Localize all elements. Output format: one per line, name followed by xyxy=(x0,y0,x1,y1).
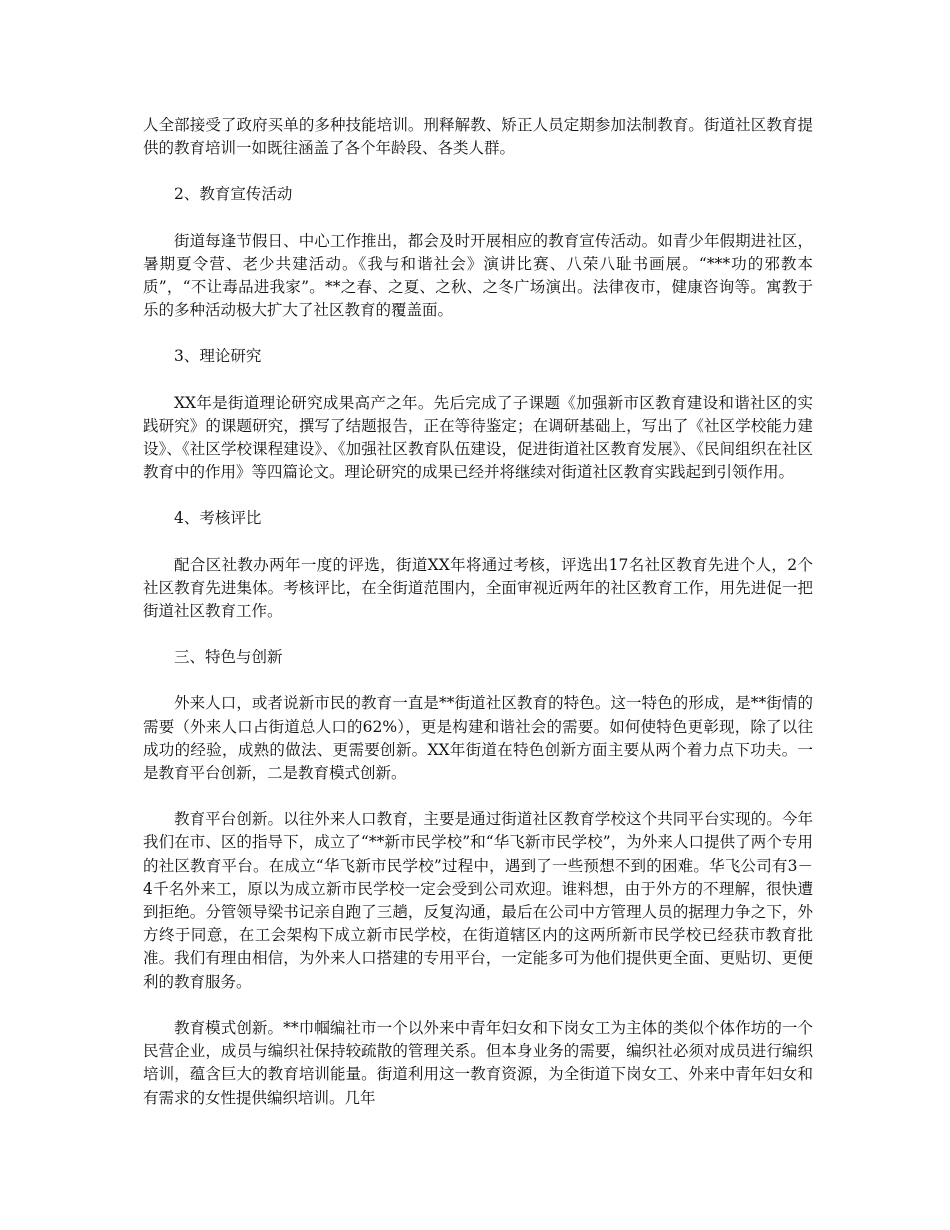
paragraph-intro-continued: 人全部接受了政府买单的多种技能培训。刑释解教、矫正人员定期参加法制教育。街道社区教育提供的教育培训一如既往涵盖了各个年龄段、各类人群。 xyxy=(143,116,813,158)
paragraph-publicity-activities: 街道每逢节假日、中心工作推出，都会及时开展相应的教育宣传活动。如青少年假期进社区，暑期夏令营、老少共建活动。《我与和谐社会》演讲比赛、八荣八耻书画展。“***功的邪教本质”，“不让毒品进我家”。**之春、之夏、之秋、之冬广场演出。法律夜市，健康咨询等。寓教于乐的多种活动极大扩大了社区教育的覆盖面。 xyxy=(143,231,813,320)
paragraph-assessment: 配合区社教办两年一度的评选，街道XX年将通过考核，评选出17名社区教育先进个人，2个社区教育先进集体。考核评比，在全街道范围内，全面审视近两年的社区教育工作，用先进促一把街道社区教育工作。 xyxy=(143,555,813,621)
paragraph-platform-innovation: 教育平台创新。以往外来人口教育，主要是通过街道社区教育学校这个共同平台实现的。今年我们在市、区的指导下，成立了“**新市民学校”和“华飞新市民学校”，为外来人口提供了两个专用的社区教育平台。在成立“华飞新市民学校”过程中，遇到了一些预想不到的困难。华飞公司有3－4千名外来工，原以为成立新市民学校一定会受到公司欢迎。谁料想，由于外方的不理解，很快遭到拒绝。分管领导梁书记亲自跑了三趟，反复沟通，最后在公司中方管理人员的据理力争之下，外方终于同意，在工会架构下成立新市民学校，在街道辖区内的这两所新市民学校已经获市教育批准。我们有理由相信，为外来人口搭建的专用平台，一定能多可为他们提供更全面、更贴切、更便利的教育服务。 xyxy=(143,810,813,991)
paragraph-model-innovation: 教育模式创新。**巾帼编社市一个以外来中青年妇女和下岗女工为主体的类似个体作坊的一个民营企业，成员与编织社保持较疏散的管理关系。但本身业务的需要，编织社必须对成员进行编织培训，蕴含巨大的教育培训能量。街道利用这一教育资源，为全街道下岗女工、外来中青年妇女和有需求的女性提供编织培训。几年 xyxy=(143,1018,813,1107)
document-body xyxy=(143,114,813,1133)
heading-features-innovation: 三、特色与创新 xyxy=(174,648,283,667)
heading-education-publicity: 2、教育宣传活动 xyxy=(174,185,293,204)
paragraph-features: 外来人口，或者说新市民的教育一直是**街道社区教育的特色。这一特色的形成，是**街情的需要（外来人口占街道总人口的62%），更是构建和谐社会的需要。如何使特色更彰现，除了以往成功的经验，成熟的做法、更需要创新。XX年街道在特色创新方面主要从两个着力点下功夫。一是教育平台创新，二是教育模式创新。 xyxy=(143,694,813,783)
heading-theory-research: 3、理论研究 xyxy=(174,347,262,366)
paragraph-theory-research: XX年是街道理论研究成果高产之年。先后完成了子课题《加强新市区教育建设和谐社区的实践研究》的课题研究，撰写了结题报告，正在等待鉴定；在调研基础上，写出了《社区学校能力建设》、《社区学校课程建设》、《加强社区教育队伍建设，促进街道社区教育发展》、《民间组织在社区教育中的作用》等四篇论文。理论研究的成果已经并将继续对街道社区教育实践起到引领作用。 xyxy=(143,393,813,482)
heading-assessment: 4、考核评比 xyxy=(174,509,262,528)
